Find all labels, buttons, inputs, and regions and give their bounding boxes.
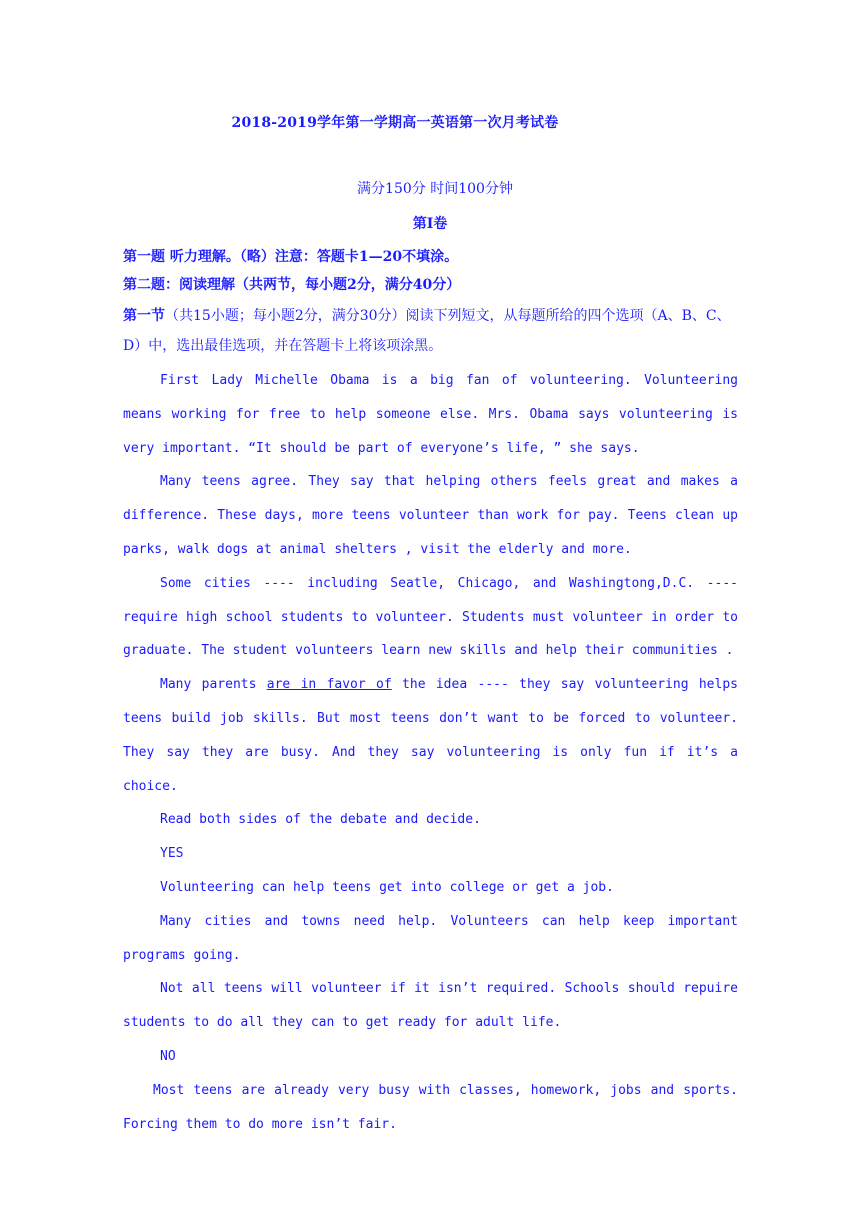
yes-label: YES bbox=[160, 846, 184, 862]
passage-paragraph: Some cities ---- including Seatle, Chicago, and Washingtong,D.C. ----require high school students to volunteer. Students must volunteer in order to graduate. The student volunteers learn new skills and help their communities . bbox=[123, 575, 738, 659]
no-label: NO bbox=[160, 1048, 176, 1064]
section-reading-heading: 第二题：阅读理解（共两节，每小题2分，满分40分） bbox=[123, 277, 461, 293]
reading-passage bbox=[123, 364, 738, 1141]
passage-paragraph bbox=[123, 668, 738, 803]
part-one-label: 第一节 bbox=[123, 308, 165, 324]
volume-label: 第I卷 bbox=[412, 216, 448, 232]
passage-paragraph: First Lady Michelle Obama is a big fan of volunteering. Volunteering means working for free to help someone else. Mrs. Obama says volunteering is very important. “It should be part of everyone’s life, ” she says. bbox=[123, 373, 738, 456]
yes-point: Not all teens will volunteer if it isn’t required. Schools should repuire students to do all they can to get ready for adult life. bbox=[123, 981, 738, 1031]
passage-paragraph: Read both sides of the debate and decide. bbox=[160, 812, 481, 828]
yes-point: Volunteering can help teens get into college or get a job. bbox=[160, 879, 614, 895]
exam-title: 2018-2019学年第一学期高一英语第一次月考试卷 bbox=[231, 115, 559, 131]
paragraph-text: Many parents bbox=[160, 677, 267, 693]
underlined-phrase: are in favor of bbox=[266, 677, 392, 693]
passage-paragraph: Many teens agree. They say that helping others feels great and makes a difference. These days, more teens volunteer than work for pay. Teens clean up parks, walk dogs at animal shelters , visit the elderly and more. bbox=[123, 474, 738, 557]
part-one-text: （共15小题；每小题2分，满分30分）阅读下列短文，从每题所给的四个选项（A、B、C、D）中，选出最佳选项，并在答题卡上将该项涂黑。 bbox=[123, 308, 731, 354]
yes-point: Many cities and towns need help. Volunteers can help keep important programs going. bbox=[123, 913, 738, 963]
exam-meta: 满分150分 时间100分钟 bbox=[357, 181, 513, 197]
no-point: Most teens are already very busy with classes, homework, jobs and sports. Forcing them to do more isn’t fair. bbox=[123, 1082, 738, 1132]
part-one-instructions bbox=[123, 301, 743, 361]
paragraph-text: the idea ---- they say volunteering helps teens build job skills. But most teens don’t want to be forced to volunteer. They say they are busy. And they say volunteering is only fun if it’s a choice. bbox=[123, 677, 738, 794]
section-listening-heading: 第一题 听力理解。（略）注意：答题卡1—20不填涂。 bbox=[123, 249, 459, 265]
